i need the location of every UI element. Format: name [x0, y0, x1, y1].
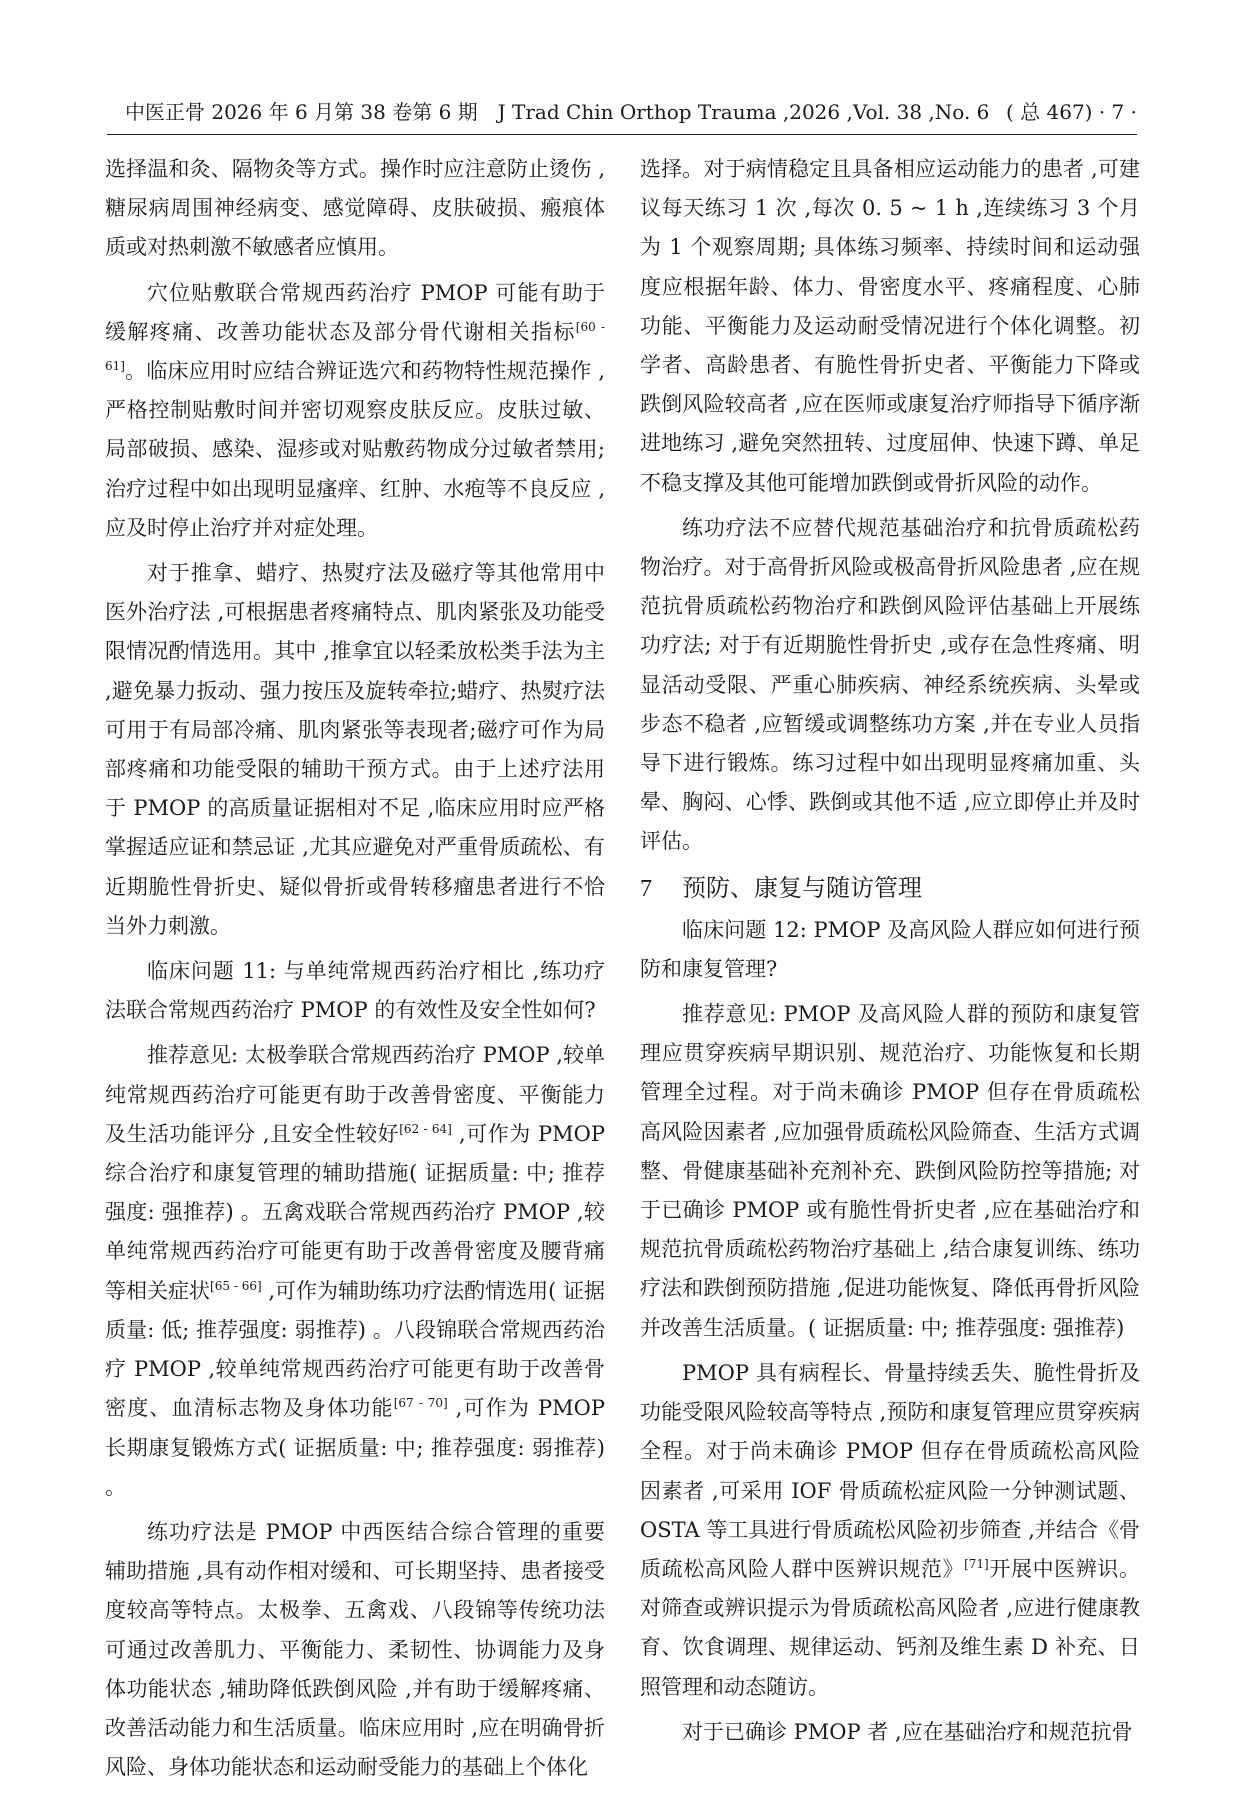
paragraph — [640, 1354, 1140, 1707]
citation-ref: [71] — [964, 1556, 989, 1571]
paragraph-text: 推荐意见: 太极拳联合常规西药治疗 PMOP ,较单纯常规西药治疗可能更有助于改善骨密度、平衡能力及生活功能评分 ,且安全性较好 — [105, 1043, 605, 1146]
paragraph: 选择温和灸、隔物灸等方式。操作时应注意防止烫伤 ,糖尿病周围神经病变、感觉障碍、皮肤破损、瘢痕体质或对热刺激不敏感者应慎用。 — [105, 157, 605, 260]
paragraph: 练功疗法是 PMOP 中西医结合综合管理的重要辅助措施 ,具有动作相对缓和、可长期坚持、患者接受度较高等特点。太极拳、五禽戏、八段锦等传统功法可通过改善肌力、平衡能力、柔韧性、协调能力及身体功能状态 ,辅助降低跌倒风险 ,并有助于缓解疼痛、改善活动能力和生活质量。临床应用时 ,应在明确骨折风险、身体功能状态和运动耐受能力的基础上个体化 — [105, 1519, 605, 1780]
section-number: 7 — [640, 875, 652, 902]
section-heading — [640, 868, 1140, 909]
right-column — [640, 150, 1140, 1758]
page-number: ( 总 467) · 7 · — [1005, 100, 1137, 124]
citation-ref: [62 - 64] — [399, 1121, 452, 1136]
paragraph: 练功疗法不应替代规范基础治疗和抗骨质疏松药物治疗。对于高骨折风险或极高骨折风险患者 ,应在规范抗骨质疏松药物治疗和跌倒风险评估基础上开展练功疗法; 对于有近期脆性骨折史 ,或存在急性疼痛、明显活动受限、严重心肺疾病、神经系统疾病、头晕或步态不稳者 ,应暂缓或调整练功方案 ,并在专业人员指导下进行锻炼。练习过程中如出现明显疼痛加重、头晕、胸闷、心悸、跌倒或其他不适 ,应立即停止并及时评估。 — [640, 515, 1140, 854]
paragraph: 对于已确诊 PMOP 者 ,应在基础治疗和规范抗骨 — [682, 1719, 1133, 1744]
citation-ref: [60 - 61] — [105, 319, 606, 374]
left-column — [105, 150, 605, 1793]
paragraph: 对于推拿、蜡疗、热熨疗法及磁疗等其他常用中医外治疗法 ,可根据患者疼痛特点、肌肉紧张及功能受限情况酌情选用。其中 ,推拿宜以轻柔放松类手法为主 ,避免暴力扳动、强力按压及旋转牵拉;蜡疗、热熨疗法可用于有局部冷痛、肌肉紧张等表现者;磁疗可作为局部疼痛和功能受限的辅助干预方式。由于上述疗法用于 PMOP 的高质量证据相对不足 ,临床应用时应严格掌握适应证和禁忌证 ,尤其应避免对严重骨质疏松、有近期脆性骨折史、疑似骨折或骨转移瘤患者进行不恰当外力刺激。 — [105, 561, 605, 938]
citation-ref: [65 - 66] — [210, 1278, 262, 1293]
section-title: 预防、康复与随访管理 — [682, 873, 922, 902]
clinical-question: 临床问题 11: 与单纯常规西药治疗相比 ,练功疗法联合常规西药治疗 PMOP 的有效性及安全性如何? — [105, 959, 605, 1023]
paragraph-text: 。临床应用时应结合辨证选穴和药物特性规范操作 ,严格控制贴敷时间并密切观察皮肤反应。皮肤过敏、局部破损、感染、湿疹或对贴敷药物成分过敏者禁用;治疗过程中如出现明显瘙痒、红肿、水疱等不良反应 ,应及时停止治疗并对症处理。 — [105, 359, 605, 540]
journal-citation: 中医正骨 2026 年 6 月第 38 卷第 6 期 J Trad Chin Orthop Trauma ,2026 ,Vol. 38 ,No. 6 — [125, 100, 990, 124]
citation-ref: [67 - 70] — [393, 1396, 448, 1411]
paragraph-text: ,可作为辅助练功疗法酌情选用( 证据质量: 低; 推荐强度: 弱推荐) 。八段锦联合常规西药治疗 PMOP ,较单纯常规西药治疗可能更有助于改善骨密度、血清标志物及身体功能 — [105, 1278, 606, 1421]
recommendation — [105, 1036, 605, 1506]
paragraph-text: 开展中医辨识。对筛查或辨识提示为骨质疏松高风险者 ,应进行健康教育、饮食调理、规律运动、钙剂及维生素 D 补充、日照管理和动态随访。 — [640, 1556, 1141, 1699]
clinical-question: 临床问题 12: PMOP 及高风险人群应如何进行预防和康复管理? — [640, 917, 1140, 981]
paragraph-text: PMOP 具有病程长、骨量持续丢失、脆性骨折及功能受限风险较高等特点 ,预防和康复管理应贯穿疾病全程。对于尚未确诊 PMOP 但存在骨质疏松高风险因素者 ,可采用 IOF 骨质疏松症风险一分钟测试题、OSTA 等工具进行骨质疏松风险初步筛查 ,并结合《骨质疏松高风险人群中医辨识规范》 — [640, 1360, 1140, 1581]
paragraph — [105, 274, 605, 548]
running-header — [107, 92, 1137, 132]
paragraph: 选择。对于病情稳定且具备相应运动能力的患者 ,可建议每天练习 1 次 ,每次 0. 5 ~ 1 h ,连续练习 3 个月为 1 个观察周期; 具体练习频率、持续时间和运动强度应根据年龄、体力、骨密度水平、疼痛程度、心肺功能、平衡能力及运动耐受情况进行个体化调整。初学者、高龄患者、有脆性骨折史者、平衡能力下降或跌倒风险较高者 ,应在医师或康复治疗师指导下循序渐进地练习 ,避免突然扭转、过度屈伸、快速下蹲、单足不稳支撑及其他可能增加跌倒或骨折风险的动作。 — [640, 157, 1140, 495]
header-rule — [107, 134, 1137, 135]
recommendation: 推荐意见: PMOP 及高风险人群的预防和康复管理应贯穿疾病早期识别、规范治疗、功能恢复和长期管理全过程。对于尚未确诊 PMOP 但存在骨质疏松高风险因素者 ,应加强骨质疏松风险筛查、生活方式调整、骨健康基础补充剂补充、跌倒风险防控等措施; 对于已确诊 PMOP 或有脆性骨折史者 ,应在基础治疗和规范抗骨质疏松药物治疗基础上 ,结合康复训练、练功疗法和跌倒预防措施 ,促进功能恢复、降低再骨折风险并改善生活质量。( 证据质量: 中; 推荐强度: 强推荐) — [640, 1002, 1140, 1340]
paragraph-text: 穴位贴敷联合常规西药治疗 PMOP 可能有助于缓解疼痛、改善功能状态及部分骨代谢相关指标 — [105, 280, 605, 344]
paragraph-text: ,可作为 PMOP 长期康复锻炼方式( 证据质量: 中; 推荐强度: 弱推荐) 。 — [105, 1396, 605, 1499]
paragraph-text: ,可作为 PMOP 综合治疗和康复管理的辅助措施( 证据质量: 中; 推荐强度: 强推荐) 。五禽戏联合常规西药治疗 PMOP ,较单纯常规西药治疗可能更有助于改善骨密度及腰背痛等相关症状 — [105, 1121, 605, 1303]
